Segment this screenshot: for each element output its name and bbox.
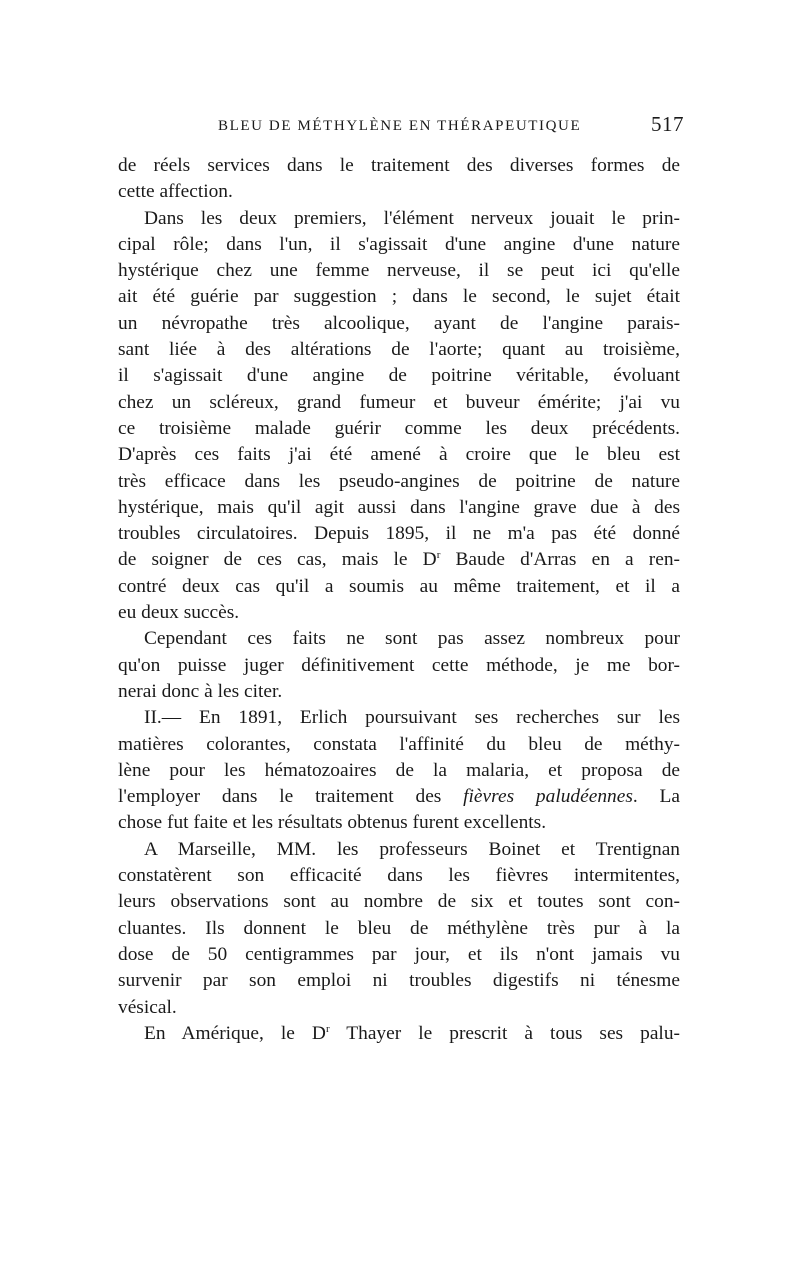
text-line <box>118 784 680 810</box>
text-line: hystérique chez une femme nerveuse, il se peut ici qu'elle <box>118 260 680 282</box>
text-line: chose fut faite et les résultats obtenus furent excellents. <box>118 812 547 834</box>
text-line: un névropathe très alcoolique, ayant de l'angine parais- <box>118 312 680 334</box>
page-number: 517 <box>651 112 684 136</box>
text-line: constatèrent son efficacité dans les fièvres intermitentes, <box>118 865 680 887</box>
text-line: cette affection. <box>118 181 233 203</box>
text-line <box>118 1021 680 1047</box>
text-line: II.— En 1891, Erlich poursuivant ses recherches sur les <box>144 707 680 729</box>
text-line: cluantes. Ils donnent le bleu de méthylène très pur à la <box>118 917 680 939</box>
text-line: dose de 50 centigrammes par jour, et ils n'ont jamais vu <box>118 943 680 965</box>
text-run: . La <box>632 786 680 808</box>
text-line: hystérique, mais qu'il agit aussi dans l'angine grave due à des <box>118 496 680 518</box>
text-line: qu'on puisse juger définitivement cette méthode, je me bor- <box>118 654 680 676</box>
superscript: r <box>436 549 441 562</box>
text-line: sant liée à des altérations de l'aorte; quant au troisième, <box>118 339 680 361</box>
text-line: chez un scléreux, grand fumeur et buveur émérite; j'ai vu <box>118 391 680 413</box>
text-run: de soigner de ces cas, mais le D <box>118 549 437 571</box>
text-line: il s'agissait d'une angine de poitrine véritable, évoluant <box>118 365 680 387</box>
text-line: Cependant ces faits ne sont pas assez nombreux pour <box>144 628 680 650</box>
text-line: lène pour les hématozoaires de la malaria, et proposa de <box>118 759 680 781</box>
text-run: En Amérique, le D <box>144 1022 326 1044</box>
superscript: r <box>325 1022 330 1035</box>
body-text <box>118 153 680 1047</box>
text-line: contré deux cas qu'il a soumis au même traitement, et il a <box>118 575 680 597</box>
text-line: survenir par son emploi ni troubles digestifs ni ténesme <box>118 970 680 992</box>
text-line: matières colorantes, constata l'affinité du bleu de méthy- <box>118 733 680 755</box>
text-line: A Marseille, MM. les professeurs Boinet et Trentignan <box>144 838 680 860</box>
text-line: vésical. <box>118 996 177 1018</box>
text-line: nerai donc à les citer. <box>118 680 283 702</box>
text-line: eu deux succès. <box>118 602 240 624</box>
text-line: D'après ces faits j'ai été amené à croire que le bleu est <box>118 444 680 466</box>
text-run: Baude d'Arras en a ren- <box>440 549 680 571</box>
italic-text: fièvres paludéennes <box>463 786 633 808</box>
running-head <box>118 112 684 142</box>
text-line: de réels services dans le traitement des diverses formes de <box>118 155 680 176</box>
text-line: cipal rôle; dans l'un, il s'agissait d'une angine d'une nature <box>118 233 680 255</box>
text-line: Dans les deux premiers, l'élément nerveux jouait le prin- <box>144 207 680 229</box>
text-line: très efficace dans les pseudo-angines de poitrine de nature <box>118 470 680 492</box>
text-line: leurs observations sont au nombre de six et toutes sont con- <box>118 891 680 913</box>
text-line <box>118 547 680 573</box>
running-title: BLEU DE MÉTHYLÈNE EN THÉRAPEUTIQUE <box>218 118 582 134</box>
text-run: l'employer dans le traitement des <box>118 786 464 808</box>
text-line: ait été guérie par suggestion ; dans le second, le sujet était <box>118 286 680 308</box>
text-run: Thayer le prescrit à tous ses palu- <box>329 1022 680 1044</box>
text-line: troubles circulatoires. Depuis 1895, il ne m'a pas été donné <box>118 523 680 545</box>
text-line: ce troisième malade guérir comme les deux précédents. <box>118 417 680 439</box>
